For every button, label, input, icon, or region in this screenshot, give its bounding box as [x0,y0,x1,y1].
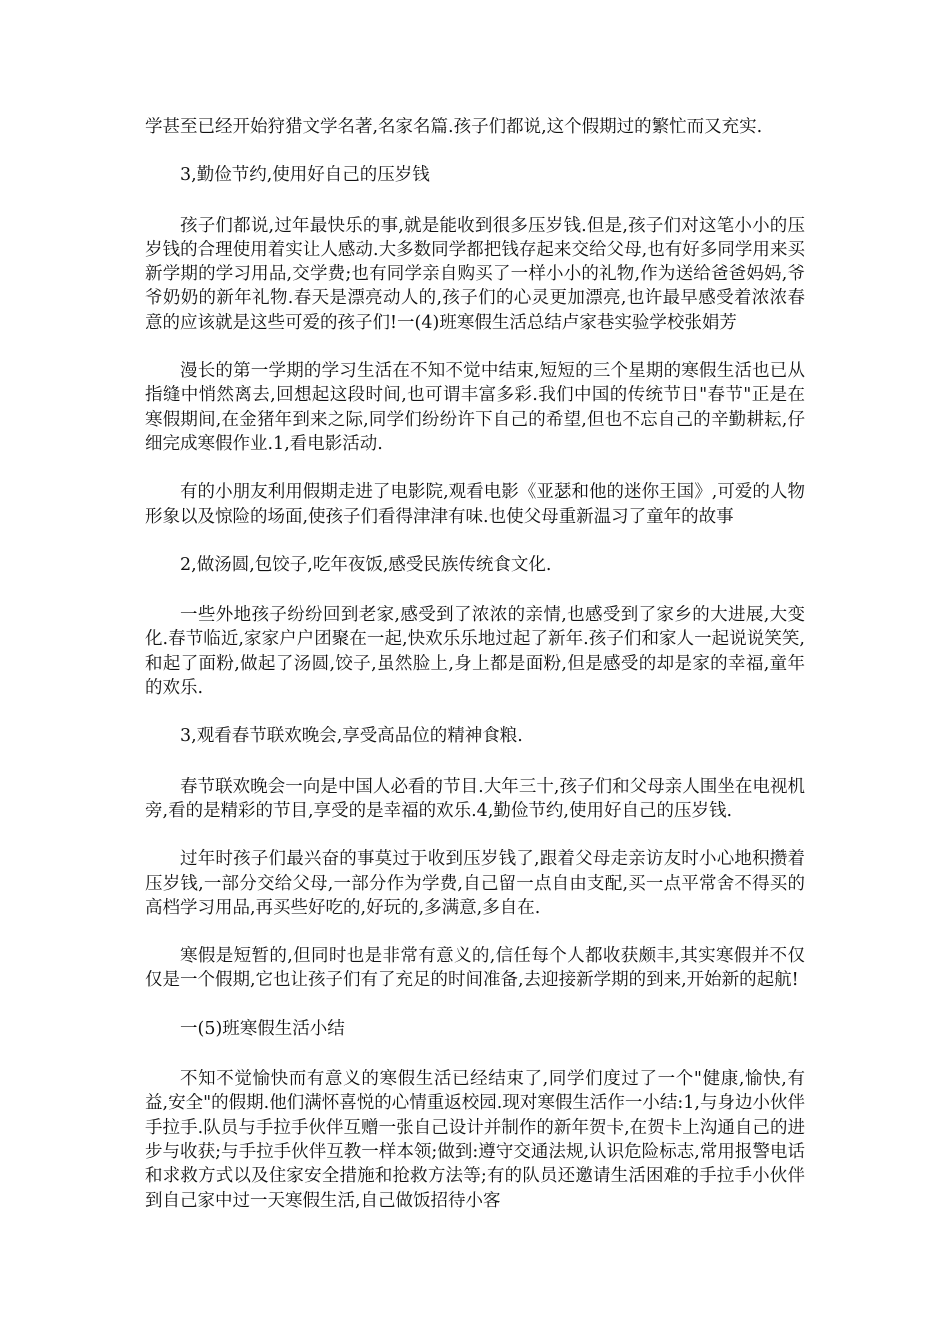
section-heading: 2,做汤圆,包饺子,吃年夜饭,感受民族传统食文化. [180,554,552,575]
body-paragraph: 孩子们都说,过年最快乐的事,就是能收到很多压岁钱.但是,孩子们对这笔小小的压岁钱的合理使用着实让人感动.大多数同学都把钱存起来交给父母,也有好多同学用来买新学期的学习用品,交学费;也有同学亲自购买了一样小小的礼物,作为送给爸爸妈妈,爷爷奶奶的新年礼物.春天是漂亮动人的,孩子们的心灵更加漂亮,也许最早感受着浓浓春意的应该就是这些可爱的孩子们!一(4)班寒假生活总结卢家巷实验学校张娟芳 [145,215,805,333]
section-heading: 3,观看春节联欢晚会,享受高品位的精神食粮. [180,726,523,747]
body-paragraph: 不知不觉愉快而有意义的寒假生活已经结束了,同学们度过了一个"健康,愉快,有益,安全"的假期.他们满怀喜悦的心情重返校园.现对寒假生活作一小结:1,与身边小伙伴手拉手.队员与手拉手伙伴互赠一张自己设计并制作的新年贺卡,在贺卡上沟通自己的进步与收获;与手拉手伙伴互教一样本领;做到:遵守交通法规,认识危险标志,常用报警电话和求救方式以及住家安全措施和抢救方法等;有的队员还邀请生活困难的手拉手小伙伴到自己家中过一天寒假生活,自己做饭招待小客 [145,1069,805,1211]
body-paragraph: 过年时孩子们最兴奋的事莫过于收到压岁钱了,跟着父母走亲访友时小心地积攒着压岁钱,一部分交给父母,一部分作为学费,自己留一点自由支配,买一点平常舍不得买的高档学习用品,再买些好吃的,好玩的,多满意,多自在. [145,849,805,918]
paragraph-continuation: 学甚至已经开始狩猎文学名著,名家名篇.孩子们都说,这个假期过的繁忙而又充实. [145,117,763,137]
document-page [145,115,805,1237]
section-heading: 一(5)班寒假生活小结 [180,1018,345,1039]
body-paragraph: 寒假是短暂的,但同时也是非常有意义的,信任每个人都收获颇丰,其实寒假并不仅仅是一个假期,它也让孩子们有了充足的时间准备,去迎接新学期的到来,开始新的起航! [145,946,805,991]
body-paragraph: 漫长的第一学期的学习生活在不知不觉中结束,短短的三个星期的寒假生活也已从指缝中悄然离去,回想起这段时间,也可谓丰富多彩.我们中国的传统节日"春节"正是在寒假期间,在金猪年到来之际,同学们纷纷许下自己的希望,但也不忘自己的辛勤耕耘,仔细完成寒假作业.1,看电影活动. [145,361,805,454]
body-paragraph: 春节联欢晚会一向是中国人必看的节目.大年三十,孩子们和父母亲人围坐在电视机旁,看的是精彩的节目,享受的是幸福的欢乐.4,勤俭节约,使用好自己的压岁钱. [145,776,805,821]
body-paragraph: 一些外地孩子纷纷回到老家,感受到了浓浓的亲情,也感受到了家乡的大进展,大变化.春节临近,家家户户团聚在一起,快欢乐乐地过起了新年.孩子们和家人一起说说笑笑,和起了面粉,做起了汤圆,饺子,虽然脸上,身上都是面粉,但是感受的却是家的幸福,童年的欢乐. [145,605,805,699]
section-heading: 3,勤俭节约,使用好自己的压岁钱 [180,165,430,186]
body-paragraph: 有的小朋友利用假期走进了电影院,观看电影《亚瑟和他的迷你王国》,可爱的人物形象以及惊险的场面,使孩子们看得津津有味.也使父母重新温习了童年的故事 [145,482,805,527]
